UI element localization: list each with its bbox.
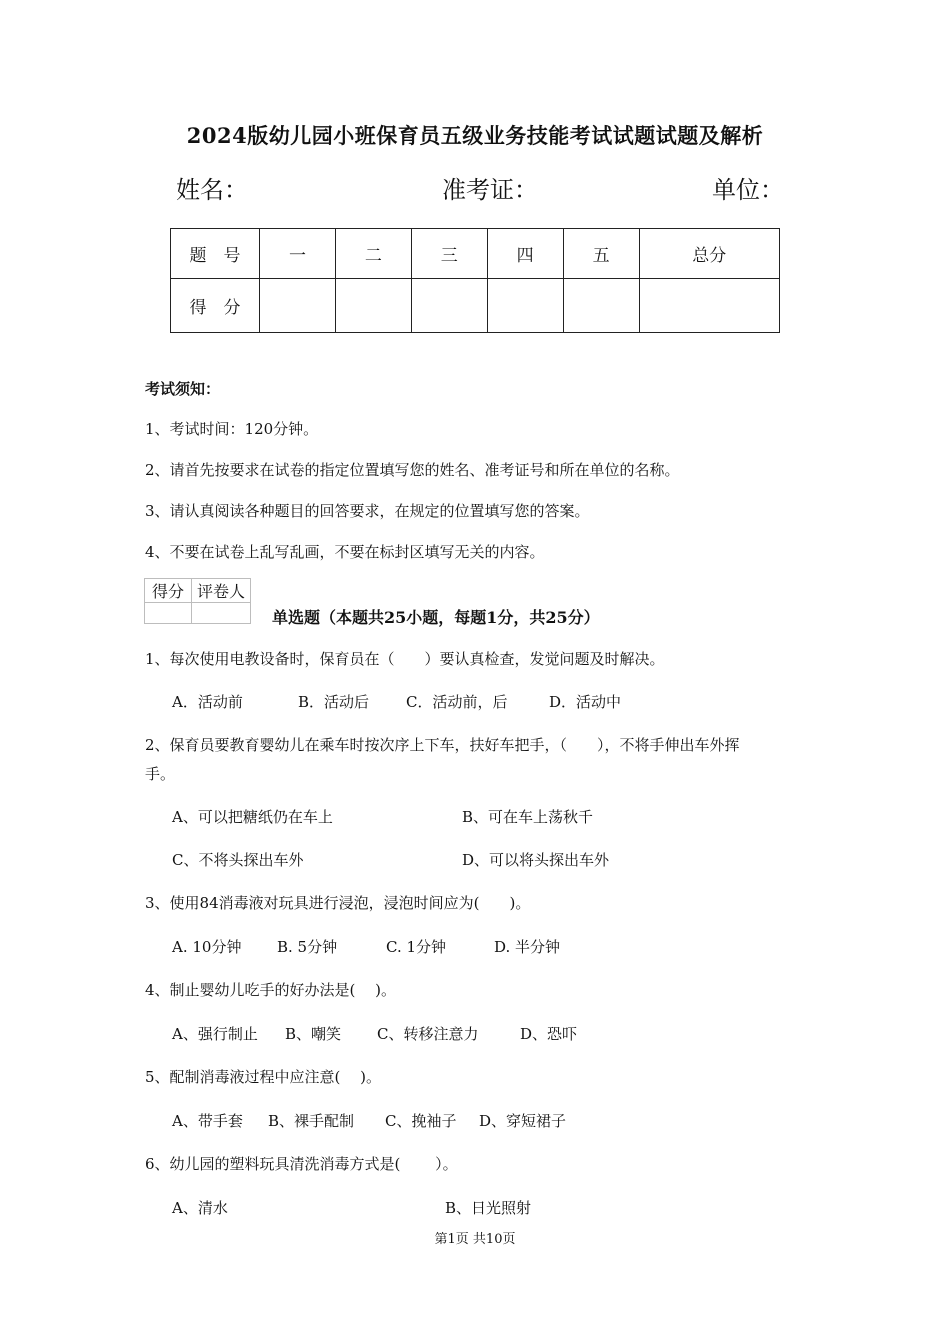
- question-stem: 1、每次使用电教设备时，保育员在（ ）要认真检查，发觉问题及时解决。: [145, 650, 665, 668]
- score-row-label: 得 分: [171, 279, 260, 333]
- score-cell: [563, 279, 639, 333]
- notice-heading: 考试须知：: [145, 380, 221, 398]
- score-cell: [639, 279, 779, 333]
- question-option: A．活动前: [172, 693, 243, 711]
- score-table-header: 总分: [639, 229, 779, 279]
- grader-reviewer-cell: [192, 603, 251, 624]
- score-table-header: 一: [260, 229, 336, 279]
- notice-item: 1、考试时间：120分钟。: [145, 420, 319, 438]
- grader-reviewer-label: 评卷人: [192, 579, 251, 603]
- score-table-header: 五: [563, 229, 639, 279]
- score-table-header: 二: [335, 229, 411, 279]
- question-option: B、可在车上荡秋千: [462, 808, 594, 826]
- page-title: 2024版幼儿园小班保育员五级业务技能考试试题试题及解析: [186, 123, 764, 148]
- question-option: B. 5分钟: [277, 938, 338, 956]
- question-option: D、穿短裙子: [479, 1112, 567, 1130]
- score-table-header: 四: [487, 229, 563, 279]
- section-title: 单选题（本题共25小题，每题1分，共25分）: [272, 608, 600, 627]
- question-option: A、可以把糖纸仍在车上: [172, 808, 333, 826]
- question-option: D. 半分钟: [494, 938, 561, 956]
- question-option: B、嘲笑: [285, 1025, 342, 1043]
- score-table-header-row: [171, 229, 780, 279]
- question-option: D、恐吓: [520, 1025, 578, 1043]
- question-stem: 5、配制消毒液过程中应注意( )。: [145, 1068, 382, 1086]
- question-option: A. 10分钟: [172, 938, 242, 956]
- unit-field-label: 单位：: [712, 176, 784, 204]
- grader-score-cell: [145, 603, 192, 624]
- score-cell: [411, 279, 487, 333]
- score-cell: [487, 279, 563, 333]
- score-table-header: 题 号: [171, 229, 260, 279]
- grader-box: [144, 578, 251, 624]
- notice-item: 2、请首先按要求在试卷的指定位置填写您的姓名、准考证号和所在单位的名称。: [145, 461, 680, 479]
- question-option: A、清水: [172, 1199, 228, 1217]
- score-table-score-row: [171, 279, 780, 333]
- question-stem: 4、制止婴幼儿吃手的好办法是( )。: [145, 981, 397, 999]
- question-option: B．活动后: [298, 693, 370, 711]
- notice-item: 3、请认真阅读各种题目的回答要求，在规定的位置填写您的答案。: [145, 502, 590, 520]
- exam-id-field-label: 准考证：: [442, 176, 538, 204]
- question-option: C、不将头探出车外: [172, 851, 304, 869]
- question-option: B、裸手配制: [268, 1112, 355, 1130]
- name-field-label: 姓名：: [176, 176, 248, 204]
- question-option: D．活动中: [549, 693, 622, 711]
- score-cell: [260, 279, 336, 333]
- notice-item: 4、不要在试卷上乱写乱画，不要在标封区填写无关的内容。: [145, 543, 545, 561]
- question-option: D、可以将头探出车外: [462, 851, 610, 869]
- score-table: [170, 228, 780, 333]
- question-option: C、挽袖子: [385, 1112, 457, 1130]
- score-cell: [335, 279, 411, 333]
- question-option: A、带手套: [172, 1112, 243, 1130]
- question-stem-continued: 手。: [145, 765, 176, 783]
- question-option: B、日光照射: [445, 1199, 532, 1217]
- score-table-header: 三: [411, 229, 487, 279]
- question-option: C．活动前，后: [406, 693, 508, 711]
- question-option: C. 1分钟: [386, 938, 447, 956]
- question-stem: 6、幼儿园的塑料玩具清洗消毒方式是( ）。: [145, 1155, 458, 1173]
- grader-score-label: 得分: [145, 579, 192, 603]
- page-footer: 第1页 共10页: [434, 1232, 516, 1247]
- question-stem: 2、保育员要教育婴幼儿在乘车时按次序上下车，扶好车把手，（ ），不将手伸出车外挥: [145, 736, 740, 754]
- question-stem: 3、使用84消毒液对玩具进行浸泡，浸泡时间应为( )。: [145, 894, 531, 912]
- question-option: A、强行制止: [172, 1025, 258, 1043]
- question-option: C、转移注意力: [377, 1025, 479, 1043]
